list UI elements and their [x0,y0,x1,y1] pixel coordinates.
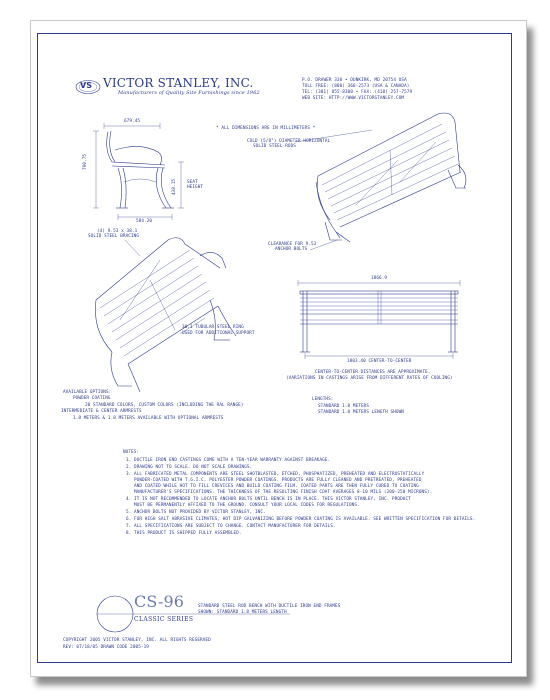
center-distance-note: (VARIATIONS IN CASTINGS ARISE FROM DIFFERENT RATES OF COOLING) [286,376,453,381]
options-line: POWDER COATING [73,396,111,401]
height-dimension: 790.75 [83,153,88,170]
seat-height-dimension: 438.15 [172,178,177,195]
anchor-callout: CLEARANCE FOR 9.53 [268,242,317,247]
series-name: CLASSIC SERIES [134,616,194,623]
note-line: 6. FOR HIGH SALT ABRASIVE CLIMATES, HOT DIP GALVANIZING BEFORE POWDER COATING IS AVAILABLE. SEE WRITTEN SPECIFICATION FOR DETAILS. [126,517,476,522]
bracing-callout: (4) 9.53 x 38.1 [97,229,138,234]
center-distance-note: CENTER-TO-CENTER DISTANCES ARE APPROXIMATE. [315,370,431,375]
contact-line: WEB SITE: HTTP://WWW.VICTORSTANLEY.COM [302,96,405,101]
contact-line: TEL: (301) 855-8300 • FAX: (410) 257-7579 [302,90,413,95]
callout-leaders [125,130,372,334]
product-description: SHOWN: STANDARD 1.8 METERS LENGTH [198,610,287,615]
product-description: STANDARD STEEL ROD BENCH WITH DUCTILE IRON END FRAMES [198,604,341,609]
ring-callout: USED FOR ADDITIONAL SUPPORT [182,331,255,336]
lengths-line: STANDARD 1.8 METERS LENGTH SHOWN [318,410,404,415]
seat-height-label: SEAT [187,180,198,185]
front-view-drawing [298,280,460,359]
revision: REV: 07/18/05 DRAWN CODE 2005-19 [63,645,149,650]
contact-line: P.O. DRAWER 330 • DUNKIRK, MD 20754 USA [302,78,407,83]
isometric-view-left [95,238,236,392]
note-line: 2. DRAWING NOT TO SCALE. DO NOT SCALE DRAWINGS. [126,465,253,470]
note-line: POWDER-COATED WITH T.G.I.C. POLYESTER POWDER COATINGS. PRODUCTS ARE FULLY CLEANED AND PRETREATED, PREHEATED [134,478,422,483]
note-line: MANUFACTURER'S SPECIFICATIONS. THE THICKNESS OF THE RESULTING FINISH COAT AVERAGES 8-10 MILS (200-250 MICRONS). [134,490,433,495]
side-view-drawing [93,123,184,220]
options-line: INTERMEDIATE & CENTER ARMRESTS [61,409,142,414]
note-line: MUST BE PERMANENTLY AFFIXED TO THE GROUND. CONSULT YOUR LOCAL CODES FOR REGULATIONS. [134,503,360,508]
isometric-view-top [316,113,466,242]
bracing-callout: SOLID STEEL BRACING [88,234,140,239]
options-title: AVAILABLE OPTIONS: [63,390,112,395]
lengths-line: STANDARD 1.8 METERS [318,404,370,409]
anchor-callout: ANCHOR BOLTS [275,247,308,252]
ring-callout: 38.1 TUBULAR STEEL RING [182,325,244,330]
lengths-title: LENGTHS: [312,397,334,402]
rods-callout: COLD (5/8") DIAMETER HORIZONTAL [247,139,331,144]
note-line: AND COATED WHILE HOT TO FILL CREVICES AND BUILD COATING FILM. COATED PARTS ARE THEN FULLY CURED TO COATING [134,484,419,489]
company-name: VICTOR STANLEY, INC. [103,76,254,90]
note-line: 3. ALL FABRICATED METAL COMPONENTS ARE STEEL SHOTBLASTED, ETCHED, PHOSPHATIZED, PREHEATED AND ELECTROSTATICALLY [126,472,425,477]
seat-height-label: HEIGHT [187,185,204,190]
overall-depth-dimension: 679.45 [124,119,141,124]
options-line: 20 STANDARD COLORS, CUSTOM COLORS (INCLUDING THE RAL RANGE) [85,403,244,408]
model-number: CS-96 [134,592,185,611]
base-depth-dimension: 584.20 [136,219,153,224]
copyright: COPYRIGHT 2005 VICTOR STANLEY, INC. ALL RIGHTS RESERVED [63,638,211,643]
note-line: 1. DUCTILE IRON END CASTINGS COME WITH A TEN-YEAR WARRANTY AGAINST BREAKAGE. [126,458,331,463]
overall-length-dimension: 1866.9 [371,276,388,281]
note-line: 4. IT IS NOT RECOMMENDED TO LOCATE ANCHOR BOLTS UNTIL BENCH IS IN PLACE. THIS VICTOR STANLEY, INC. PRODUCT [126,497,411,502]
dimension-note: * ALL DIMENSIONS ARE IN MILLIMETERS * [216,126,316,131]
note-line: 7. ALL SPECIFICATIONS ARE SUBJECT TO CHANGE. CONTACT MANUFACTURER FOR DETAILS. [126,524,336,529]
logo-text: VS [80,81,93,90]
options-line: 1.8 METERS & 1.8 METERS AVAILABLE WITH OPTIONAL ARMRESTS [73,416,224,421]
center-to-center-dimension: 1803.40 CENTER-TO-CENTER [347,359,412,364]
note-line: 5. ANCHOR BOLTS NOT PROVIDED BY VICTOR STANLEY, INC. [126,510,266,515]
notes-title: NOTES: [123,450,140,455]
note-line: 8. THIS PRODUCT IS SHIPPED FULLY ASSEMBLED. [126,531,242,536]
company-tagline: Manufacturers of Quality Site Furnishings since 1962 [118,90,260,96]
rods-callout: SOLID STEEL RODS [253,144,296,149]
contact-line: TOLL FREE: (800) 368-2573 (USA & CANADA) [302,84,410,89]
